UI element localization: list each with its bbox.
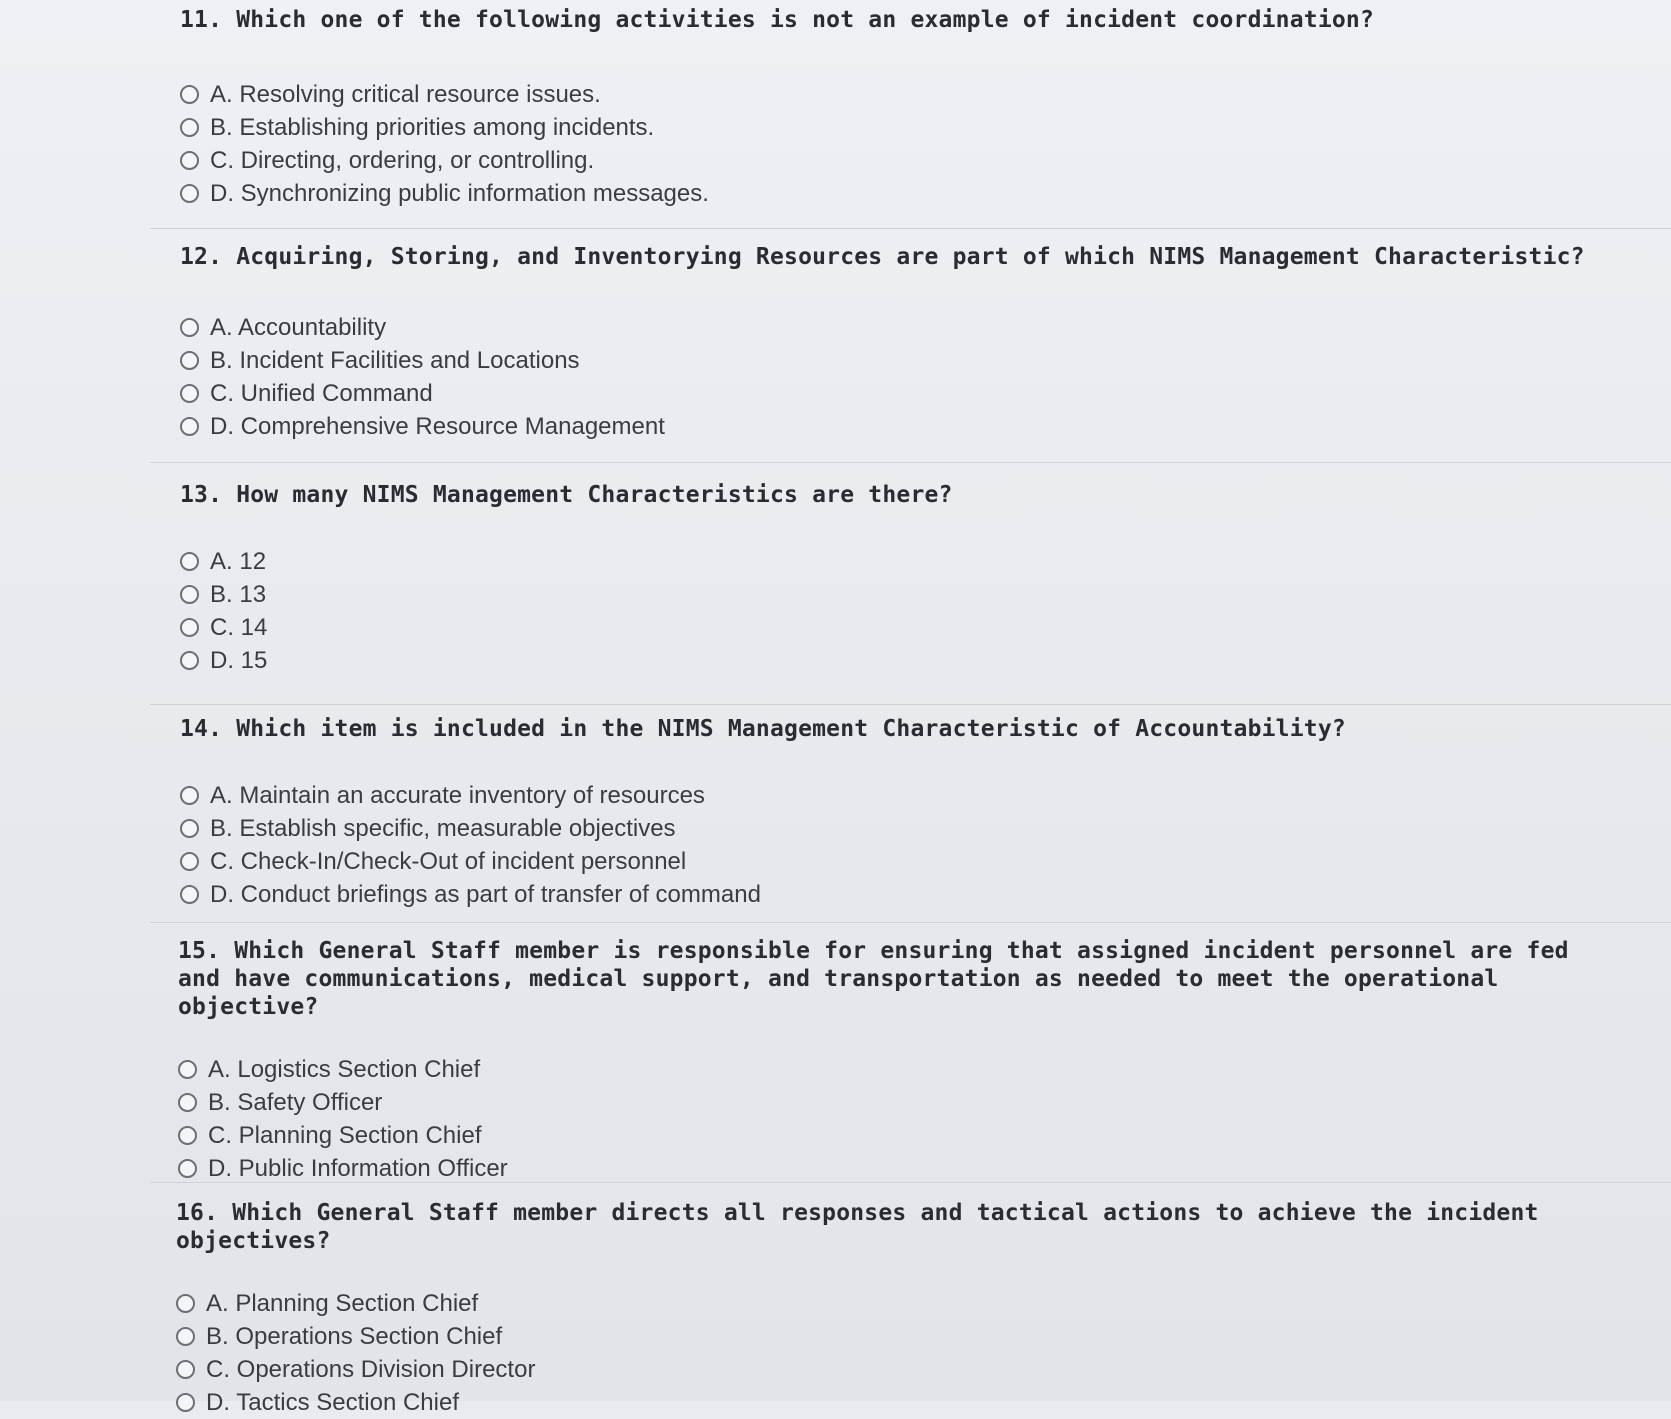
radio-button[interactable] (176, 1360, 195, 1379)
radio-button[interactable] (180, 318, 199, 337)
question-text: 15. Which General Staff member is responsible for ensuring that assigned incident personnel are fed and have communications, medical support, and transportation as needed to meet the operational objective? (178, 938, 1569, 1020)
answer-option[interactable] (176, 1287, 1671, 1320)
option-label: A. 12 (210, 547, 267, 575)
radio-button[interactable] (180, 651, 199, 670)
answer-option[interactable] (180, 644, 1671, 677)
option-label: D. Public Information Officer (208, 1154, 508, 1182)
radio-button[interactable] (180, 618, 199, 637)
radio-button[interactable] (180, 384, 199, 403)
radio-button[interactable] (180, 184, 199, 203)
answer-option[interactable] (180, 410, 1671, 443)
answer-options (180, 311, 1671, 443)
option-label: C. 14 (210, 613, 268, 641)
option-label: B. 13 (210, 580, 267, 608)
radio-button[interactable] (180, 552, 199, 571)
answer-option[interactable] (176, 1320, 1671, 1353)
answer-option[interactable] (180, 611, 1671, 644)
answer-option[interactable] (178, 1053, 1591, 1086)
option-label: D. Synchronizing public information messages. (210, 179, 709, 207)
option-label: B. Operations Section Chief (206, 1322, 503, 1350)
answer-options (180, 545, 1671, 677)
answer-option[interactable] (180, 812, 1671, 845)
answer-option[interactable] (180, 779, 1671, 812)
radio-button[interactable] (180, 118, 199, 137)
answer-option[interactable] (180, 111, 1671, 144)
option-label: A. Maintain an accurate inventory of resources (210, 781, 705, 809)
answer-options (180, 78, 1671, 210)
answer-options (180, 779, 1671, 911)
radio-button[interactable] (176, 1294, 195, 1313)
question-12 (150, 228, 1671, 460)
radio-button[interactable] (180, 852, 199, 871)
question-11 (150, 0, 1671, 228)
option-label: C. Check-In/Check-Out of incident personnel (210, 847, 687, 875)
answer-option[interactable] (178, 1086, 1591, 1119)
option-label: D. 15 (210, 646, 268, 674)
question-text: 13. How many NIMS Management Characteristics are there? (180, 482, 953, 508)
option-label: A. Planning Section Chief (206, 1289, 479, 1317)
option-label: D. Comprehensive Resource Management (210, 412, 665, 440)
radio-button[interactable] (180, 885, 199, 904)
option-label: B. Safety Officer (208, 1088, 383, 1116)
option-label: D. Conduct briefings as part of transfer of command (210, 880, 761, 908)
answer-option[interactable] (176, 1353, 1671, 1386)
question-14 (150, 704, 1671, 920)
option-label: A. Resolving critical resource issues. (210, 80, 601, 108)
answer-option[interactable] (180, 144, 1671, 177)
radio-button[interactable] (178, 1159, 197, 1178)
radio-button[interactable] (178, 1060, 197, 1079)
radio-button[interactable] (180, 417, 199, 436)
radio-button[interactable] (180, 819, 199, 838)
radio-button[interactable] (180, 786, 199, 805)
answer-option[interactable] (176, 1386, 1671, 1419)
radio-button[interactable] (180, 585, 199, 604)
radio-button[interactable] (180, 85, 199, 104)
answer-option[interactable] (180, 545, 1671, 578)
option-label: D. Tactics Section Chief (206, 1388, 459, 1416)
radio-button[interactable] (180, 351, 199, 370)
question-16 (150, 1182, 1671, 1416)
radio-button[interactable] (178, 1126, 197, 1145)
question-15 (150, 922, 1671, 1180)
option-label: C. Planning Section Chief (208, 1121, 482, 1149)
answer-option[interactable] (180, 578, 1671, 611)
question-text: 14. Which item is included in the NIMS Management Characteristic of Accountability? (180, 716, 1346, 742)
question-text: 11. Which one of the following activities is not an example of incident coordination? (180, 7, 1375, 33)
answer-option[interactable] (180, 78, 1671, 111)
answer-options (178, 1053, 1591, 1185)
answer-option[interactable] (180, 878, 1671, 911)
option-label: B. Establishing priorities among incidents. (210, 113, 655, 141)
answer-option[interactable] (180, 311, 1671, 344)
option-label: C. Directing, ordering, or controlling. (210, 146, 595, 174)
answer-option[interactable] (180, 377, 1671, 410)
question-text: 12. Acquiring, Storing, and Inventorying Resources are part of which NIMS Management Characteristic? (180, 244, 1585, 270)
answer-option[interactable] (178, 1152, 1591, 1185)
radio-button[interactable] (176, 1327, 195, 1346)
option-label: C. Operations Division Director (206, 1355, 536, 1383)
answer-option[interactable] (180, 845, 1671, 878)
answer-option[interactable] (180, 344, 1671, 377)
answer-option[interactable] (180, 177, 1671, 210)
question-13 (150, 462, 1671, 684)
radio-button[interactable] (178, 1093, 197, 1112)
option-label: B. Incident Facilities and Locations (210, 346, 580, 374)
answer-option[interactable] (178, 1119, 1591, 1152)
answer-options (176, 1287, 1671, 1419)
radio-button[interactable] (176, 1393, 195, 1412)
option-label: A. Accountability (210, 313, 387, 341)
option-label: A. Logistics Section Chief (208, 1055, 481, 1083)
radio-button[interactable] (180, 151, 199, 170)
question-text: 16. Which General Staff member directs all responses and tactical actions to achieve the incident objectives? (176, 1200, 1539, 1254)
option-label: C. Unified Command (210, 379, 433, 407)
option-label: B. Establish specific, measurable objectives (210, 814, 676, 842)
